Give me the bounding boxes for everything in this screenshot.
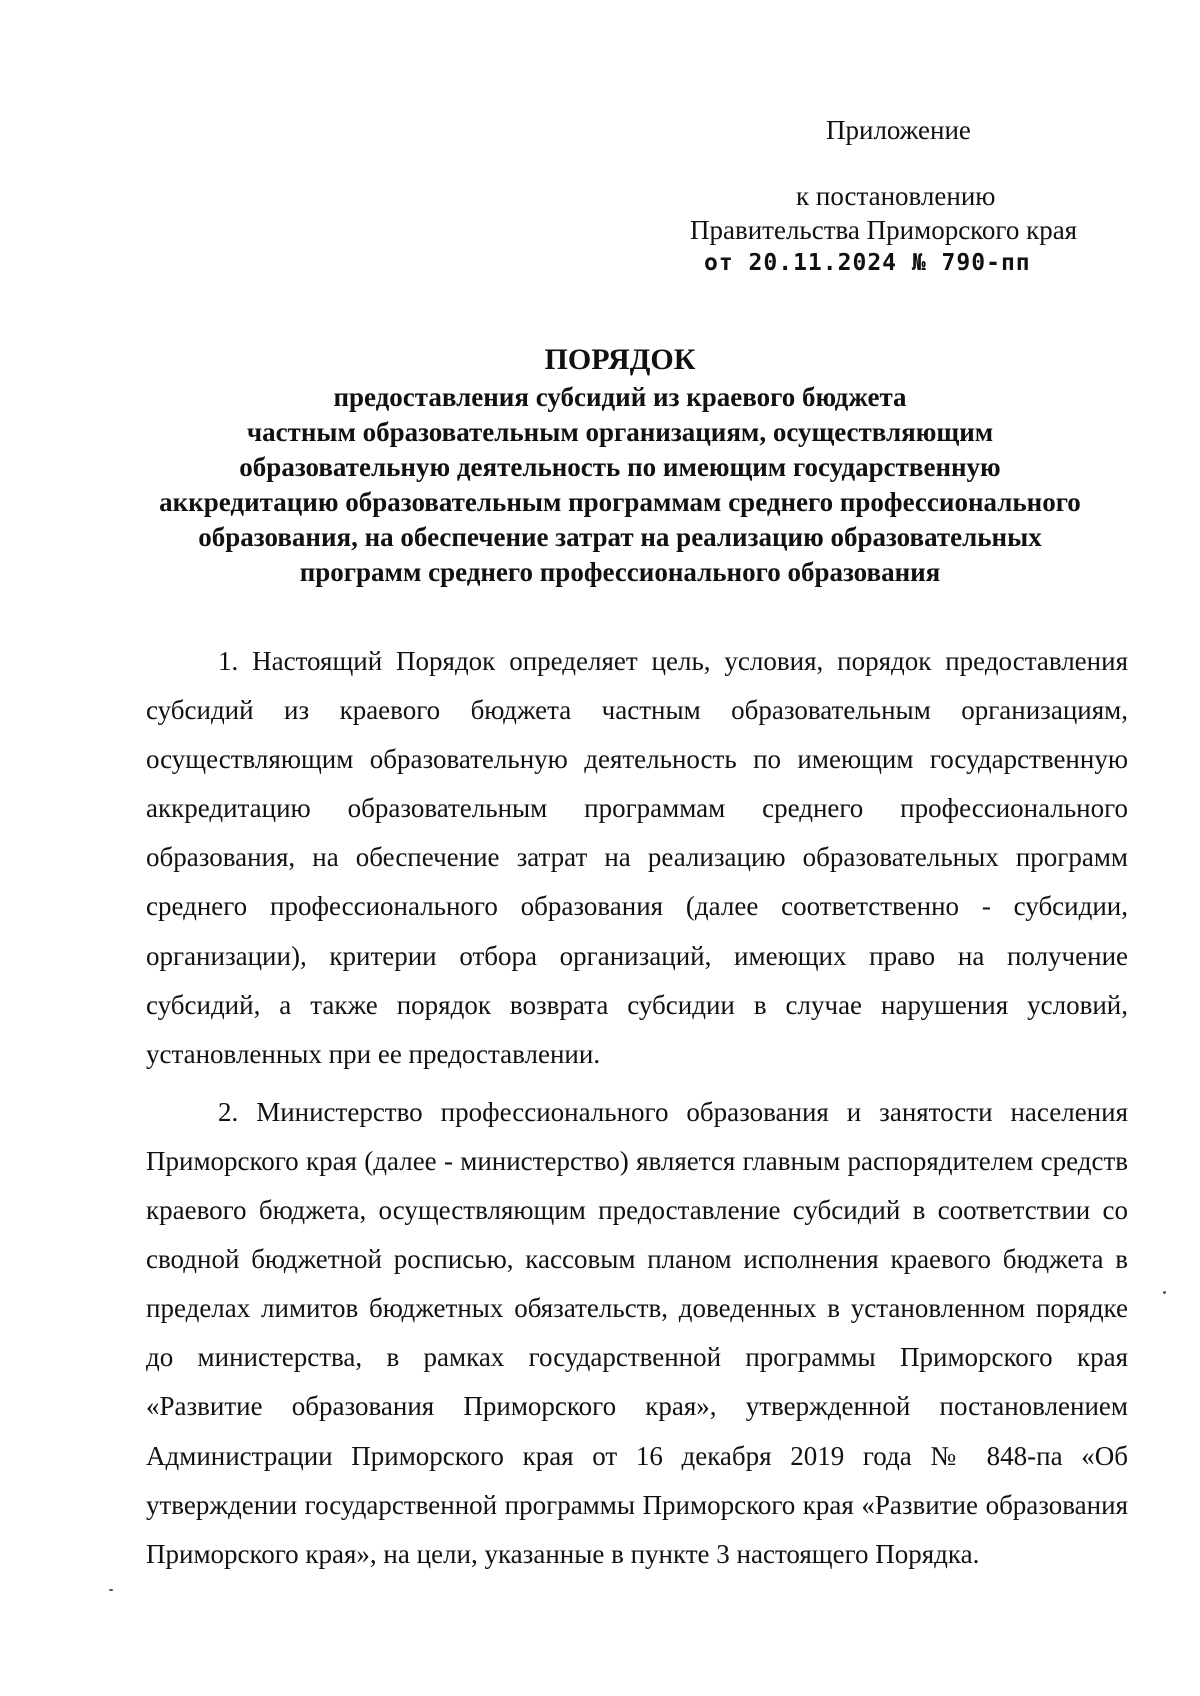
resolution-date-number: от 20.11.2024 № 790-пп: [704, 250, 1031, 276]
scan-speck: [1163, 1291, 1166, 1294]
title-line: предоставления субсидий из краевого бюджета: [333, 382, 907, 412]
paragraph-1: 1. Настоящий Порядок определяет цель, условия, порядок предоставления субсидий из краевого бюджета частным образовательным организациям, осуществляющим образовательную деятельность по имеющим государственную аккредитацию образовательным программам среднего профессионального образования, на обеспечение затрат на реализацию образовательных программ среднего профессионального образования (далее соответственно - субсидии, организации), критерии отбора организаций, имеющих право на получение субсидий, а также порядок возврата субсидии в случае нарушения условий, установленных при ее предоставлении.: [146, 646, 1128, 1069]
document-title-block: [120, 340, 1120, 590]
paragraph-2: 2. Министерство профессионального образования и занятости населения Приморского края (далее - министерство) является главным распорядителем средств краевого бюджета, осуществляющим предоставление субсидий в соответствии со сводной бюджетной росписью, кассовым планом исполнения краевого бюджета в пределах лимитов бюджетных обязательств, доведенных в установленном порядке до министерства, в рамках государственной программы Приморского края «Развитие образования Приморского края», утвержденной постановлением Администрации Приморского края от 16 декабря 2019 года № 848-па «Об утверждении государственной программы Приморского края «Развитие образования Приморского края», на цели, указанные в пункте 3 настоящего Порядка.: [146, 1096, 1128, 1569]
scan-speck: [109, 1589, 113, 1591]
title-line: образовательную деятельность по имеющим государственную: [239, 452, 1001, 482]
resolution-reference: к постановлению: [796, 181, 996, 211]
appendix-label: Приложение: [826, 115, 971, 145]
title-line: частным образовательным организациям, осуществляющим: [246, 417, 994, 447]
title-line: программ среднего профессионального образования: [299, 557, 941, 587]
title-line: аккредитацию образовательным программам среднего профессионального: [159, 487, 1081, 517]
document-body: [146, 637, 1128, 1588]
title-line: образования, на обеспечение затрат на реализацию образовательных: [198, 522, 1042, 552]
document-title: ПОРЯДОК: [544, 343, 696, 376]
government-name: Правительства Приморского края: [690, 215, 1078, 245]
